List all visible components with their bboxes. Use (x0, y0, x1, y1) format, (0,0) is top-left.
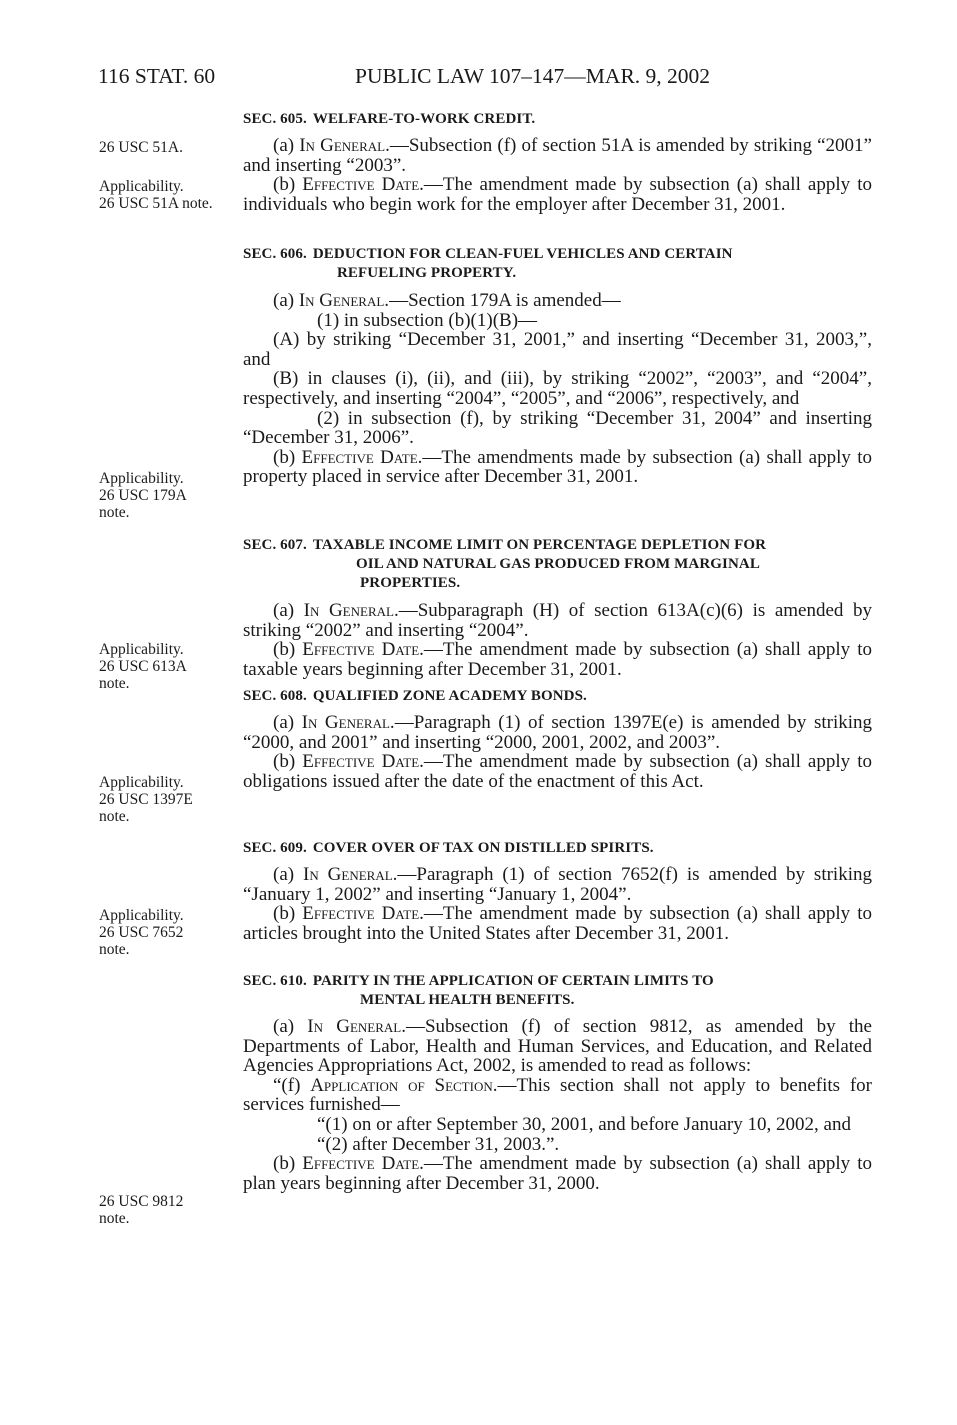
section-heading: SEC. 605. WELFARE-TO-WORK CREDIT. (243, 111, 536, 127)
paragraph: (1) in subsection (b)(1)(B)— (317, 309, 538, 331)
subsection: (a) In General.—Section 179A is amended— (273, 290, 621, 311)
subsection: (b) Effective Date.—The amendments made by subsection (a) shall apply to property placed in service after December 31, 2001. (243, 446, 873, 488)
paragraph: “(2) after December 31, 2003.”. (317, 1133, 560, 1155)
margin-note: Applicability. 26 USC 7652 note. (99, 907, 184, 958)
section-body (243, 601, 872, 679)
section-heading: SEC. 606. DEDUCTION FOR CLEAN-FUEL VEHICLES AND CERTAIN REFUELING PROPERTY. (243, 246, 733, 281)
subsection: (a) In General.—Paragraph (1) of section 1397E(e) is amended by striking “2000, and 2001” and inserting “2000, 2001, 2002, and 2003”. (243, 712, 872, 753)
subsection: (a) In General.—Subsection (f) of section 51A is amended by striking “2001” and inserting “2003”. (243, 135, 872, 176)
subsection: (a) In General.—Paragraph (1) of section 7652(f) is amended by striking “January 1, 2002” and inserting “January 1, 2004”. (243, 864, 872, 905)
section-body (243, 713, 872, 791)
subsection: (b) Effective Date.—The amendment made by subsection (a) shall apply to articles brought into the United States after December 31, 2001. (243, 903, 872, 944)
margin-note: 26 USC 9812 note. (99, 1193, 184, 1227)
margin-note: Applicability. 26 USC 613A note. (99, 641, 187, 692)
margin-note: Applicability. 26 USC 1397E note. (99, 774, 193, 825)
subsection: (a) In General.—Subparagraph (H) of section 613A(c)(6) is amended by striking “2002” and inserting “2004”. (243, 600, 872, 641)
margin-note: Applicability. 26 USC 51A note. (99, 178, 213, 212)
section-heading: SEC. 607. TAXABLE INCOME LIMIT ON PERCENTAGE DEPLETION FOR OIL AND NATURAL GAS PRODUCED FROM MARGINAL PROPERTIES. (243, 537, 767, 591)
section-body (243, 1017, 872, 1193)
section-body (243, 291, 872, 487)
paragraph: (2) in subsection (f), by striking “December 31, 2004” and inserting “December 31, 2006”. (243, 407, 872, 449)
subparagraph: (A) by striking “December 31, 2001,” and inserting “December 31, 2003,”, and (243, 329, 872, 370)
subsection: (b) Effective Date.—The amendment made by subsection (a) shall apply to taxable years beginning after December 31, 2001. (243, 639, 872, 680)
paragraph: “(1) on or after September 30, 2001, and before January 10, 2002, and (317, 1113, 851, 1135)
section-body (243, 136, 872, 214)
section-body (243, 865, 872, 943)
page-stat-reference: 116 STAT. 60 (98, 64, 216, 88)
subsection: (b) Effective Date.—The amendment made by subsection (a) shall apply to individuals who begin work for the employer after December 31, 2001. (243, 174, 872, 215)
margin-note: Applicability. 26 USC 179A note. (99, 470, 187, 521)
subsection: (a) In General.—Subsection (f) of section 9812, as amended by the Departments of Labor, Health and Human Services, and Education, and Related Agencies Appropriations Act, 2002, is amended to read as follows: (243, 1016, 872, 1077)
running-head: PUBLIC LAW 107–147—MAR. 9, 2002 (355, 64, 711, 88)
section-heading: SEC. 609. COVER OVER OF TAX ON DISTILLED SPIRITS. (243, 840, 654, 856)
section-heading: SEC. 610. PARITY IN THE APPLICATION OF CERTAIN LIMITS TO MENTAL HEALTH BENEFITS. (243, 973, 714, 1008)
margin-note: 26 USC 51A. (99, 139, 183, 156)
quoted-subsection: “(f) Application of Section.—This section shall not apply to benefits for services furnished— (243, 1074, 872, 1116)
subsection: (b) Effective Date.—The amendment made by subsection (a) shall apply to obligations issued after the date of the enactment of this Act. (243, 751, 872, 792)
subsection: (b) Effective Date.—The amendment made by subsection (a) shall apply to plan years beginning after December 31, 2000. (243, 1153, 872, 1194)
subparagraph: (B) in clauses (i), (ii), and (iii), by striking “2002”, “2003”, and “2004”, respectively, and inserting “2004”, “2005”, and “2006”, respectively, and (243, 368, 872, 409)
section-heading: SEC. 608. QUALIFIED ZONE ACADEMY BONDS. (243, 688, 587, 704)
